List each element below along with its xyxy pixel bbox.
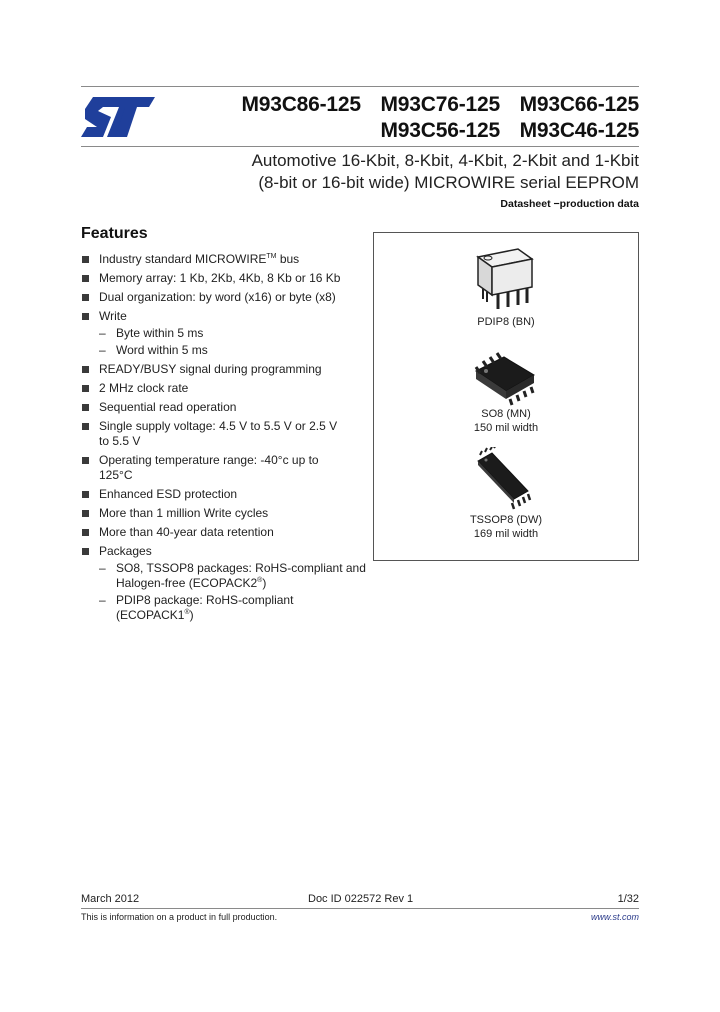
feature-item: 2 MHz clock rate — [81, 381, 366, 396]
part-number: M93C56-125 — [380, 119, 500, 142]
footer-page-number: 1/32 — [617, 893, 639, 905]
footer-date: March 2012 — [81, 893, 140, 905]
so8-width: 150 mil width — [473, 422, 539, 434]
so8-package-icon — [466, 349, 546, 407]
subtitle-line-1: Automotive 16-Kbit, 8-Kbit, 4-Kbit, 2-Kbit and 1-Kbit — [251, 151, 639, 170]
feature-item: Dual organization: by word (x16) or byte (x8) — [81, 290, 366, 305]
tssop8-label: TSSOP8 (DW) — [469, 514, 543, 526]
part-number: M93C46-125 — [519, 119, 639, 142]
so8-label: SO8 (MN) — [481, 408, 531, 420]
package-tssop8 — [374, 447, 638, 541]
feature-item: Sequential read operation — [81, 400, 366, 415]
feature-item — [81, 309, 366, 358]
part-number: M93C86-125 — [241, 93, 361, 116]
tssop8-width: 169 mil width — [473, 528, 539, 540]
feature-text: Write — [99, 309, 127, 323]
feature-item: Operating temperature range: -40°c up to 125°C — [81, 453, 329, 483]
tssop8-package-icon — [466, 447, 546, 513]
subtitle-line-2: (8-bit or 16-bit wide) MICROWIRE serial EEPROM — [258, 173, 639, 192]
feature-item: More than 40-year data retention — [81, 525, 366, 540]
product-title — [241, 92, 639, 144]
footer-rule — [81, 908, 639, 909]
feature-item: Industry standard MICROWIRE™ bus — [81, 252, 366, 267]
sub-feature-item: – PDIP8 package: RoHS-compliant (ECOPACK1®) — [99, 593, 294, 622]
feature-item: Enhanced ESD protection — [81, 487, 366, 502]
title-line-2 — [241, 118, 639, 144]
feature-item: READY/BUSY signal during programming — [81, 362, 366, 377]
website-link[interactable]: www.st.com — [590, 912, 639, 922]
features-list — [81, 252, 366, 627]
package-figure — [373, 232, 639, 561]
package-pdip8 — [374, 241, 638, 329]
feature-item: Single supply voltage: 4.5 V to 5.5 V or 2.5 V to 5.5 V — [81, 419, 349, 449]
st-logo — [81, 95, 156, 139]
title-line-1 — [241, 92, 639, 118]
package-so8 — [374, 349, 638, 435]
part-number: M93C76-125 — [380, 93, 500, 116]
sub-feature-item: – Word within 5 ms — [99, 343, 208, 357]
sub-feature-item: – SO8, TSSOP8 packages: RoHS-compliant and Halogen-free (ECOPACK2®) — [99, 561, 366, 590]
title-rule — [81, 146, 639, 147]
features-heading: Features — [81, 225, 148, 242]
sub-feature-item: – Byte within 5 ms — [99, 326, 204, 340]
pdip8-package-icon — [466, 241, 546, 315]
feature-text: Packages — [99, 544, 152, 558]
datasheet-tag: Datasheet −production data — [500, 198, 639, 210]
feature-item: Memory array: 1 Kb, 2Kb, 4Kb, 8 Kb or 16 Kb — [81, 271, 366, 286]
feature-item — [81, 544, 366, 623]
production-note: This is information on a product in full production. — [81, 912, 278, 922]
part-number: M93C66-125 — [519, 93, 639, 116]
footer-doc-id: Doc ID 022572 Rev 1 — [308, 893, 414, 905]
feature-item: More than 1 million Write cycles — [81, 506, 366, 521]
header-top-rule — [81, 86, 639, 87]
product-subtitle — [252, 150, 639, 194]
pdip8-label: PDIP8 (BN) — [477, 316, 535, 328]
